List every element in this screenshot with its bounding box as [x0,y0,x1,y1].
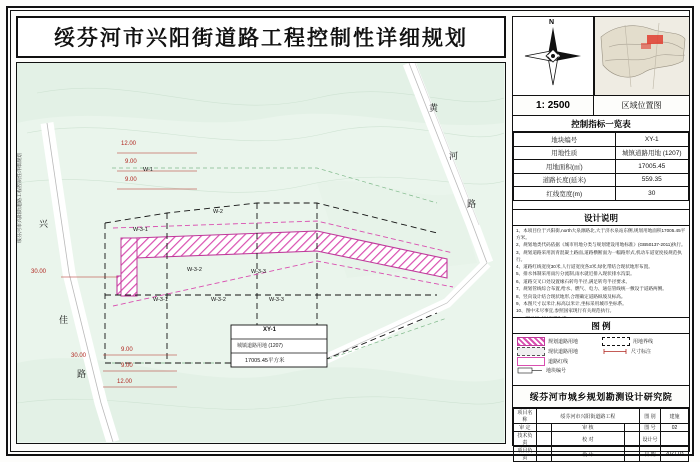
design-notes-title: 设计说明 [513,210,689,226]
field-key: 项目负责 [514,447,537,462]
field-value: 2021.03 [660,447,688,462]
legend-item [602,337,685,346]
note-item: 3、规划道路采用沥青混凝土路面,道路横断面为一幅路形式,机动车道宽度按规范执行。 [516,249,682,262]
dimension-label: 9.00 [121,347,133,353]
street-label-huanghe-2: 河 [449,151,459,161]
legend-label: 地块编号 [546,368,567,374]
dimension-label: 9.00 [125,177,137,183]
index-key: 地块编号 [514,133,616,147]
road-redline-swatch-icon [517,357,545,366]
note-item: 8、竖向设计结合现状地形,合理确定道路纵坡及标高。 [516,293,626,299]
legend-label: 现状道路用地 [548,349,579,355]
legend-item [517,337,600,346]
index-value: 17005.45 [615,160,689,174]
field-key: 技术负责 [514,432,537,447]
street-label-xingjia-1: 兴 [39,219,49,229]
table-row [514,424,689,432]
planned-road-swatch-icon [517,337,545,346]
field-key: 审 核 [551,424,624,432]
field-value [660,432,688,447]
legend-item [602,347,685,356]
page-title: 绥芬河市兴阳街道路工程控制性详细规划 [54,25,468,50]
compass-north-label: N [549,19,555,26]
callout-plot-id: XY-1 [263,327,277,333]
legend-item-empty [602,367,685,374]
dimension-label: 9.00 [121,363,133,369]
note-item: 2、规划地类代码依据《城市用地分类与规划建设用地标准》(GB50137-2011)执行。 [516,242,686,248]
callout-area: 17005.45平方米 [245,358,285,364]
field-value [536,432,551,447]
table-row [514,432,689,447]
dimension-swatch-icon [602,348,628,355]
index-value: XY-1 [615,133,689,147]
street-label-xingjia-2: 佳 [59,315,69,325]
legend-label: 尺寸标注 [631,349,652,355]
legend-grid [513,334,689,377]
design-notes-box [512,210,690,318]
table-row [514,187,689,201]
field-key: 设 计 [551,447,624,462]
field-key: 校 对 [551,432,624,447]
compass-rose-icon [513,17,593,95]
index-table-title: 控制指标一览表 [513,116,689,132]
index-key: 用地面积(㎡) [514,160,616,174]
legend-label: 用地界线 [633,339,654,345]
note-item: 9、本图尺寸以米计,标高以米计,坐标采用城市坐标系。 [516,300,627,306]
field-value [536,447,551,462]
location-map-graphic [595,17,689,95]
plot-label: W-3-3 [269,297,284,303]
organization-name: 绥芬河市城乡规划勘测设计研究院 [512,386,690,408]
field-key: 图 别 [639,409,660,424]
legend-item [517,367,600,374]
table-row [514,133,689,147]
map-canvas[interactable] [16,62,506,444]
note-item: 6、道路交叉口处设置缘石转弯半径,满足转弯半径要求。 [516,278,631,284]
index-value: 城镇道路用地 (1207) [615,146,689,160]
plot-label: W-3-1 [153,297,168,303]
plot-label: W-3-2 [187,267,202,273]
table-row [514,173,689,187]
field-key: 项目名称 [514,409,537,424]
field-key: 审 定 [514,424,537,432]
plot-label: W-3-2 [211,297,226,303]
street-label-xingjia-3: 路 [77,369,87,379]
table-row [514,146,689,160]
table-row [514,447,689,462]
table-row [514,160,689,174]
index-table [513,132,689,201]
index-table-box [512,116,690,210]
legend-item [517,357,600,366]
dimension-label: 30.00 [31,269,47,275]
field-value: 绥芬河市兴阳街道路工程 [536,409,639,424]
field-value: 建施 [660,409,688,424]
existing-road-swatch-icon [517,347,545,356]
plot-label: W-3-3 [251,269,266,275]
legend-label: 道路红线 [548,359,569,365]
title-block [512,408,690,461]
note-item: 7、规划管线综合布置,给水、燃气、电力、通信管线统一敷设于道路两侧。 [516,286,667,292]
dimension-label: 12.00 [121,141,137,147]
field-key: 图 号 [639,424,660,432]
map-drawing [17,63,504,442]
legend-label: 规划道路用地 [548,339,579,345]
legend-item-empty [602,357,685,366]
legend-item [517,347,600,356]
dimension-label: 30.00 [71,353,87,359]
index-key: 红线宽度(m) [514,187,616,201]
index-key: 用地性质 [514,146,616,160]
index-value: 559.35 [615,173,689,187]
index-value: 30 [615,187,689,201]
plot-label: W-1 [143,167,153,173]
plot-id-swatch-icon [517,367,543,374]
field-value [536,424,551,432]
legend-title: 图 例 [513,318,689,334]
plot-label: W-3-1 [133,227,148,233]
location-map[interactable] [594,16,690,96]
field-key: 日 期 [639,447,660,462]
field-value [624,432,639,447]
callout-land-use: 城镇道路用地 (1207) [237,343,283,349]
note-item: 4、道路红线宽度30米,人行道宽度各3米,绿化带结合现状地形布置。 [516,263,653,269]
legend-box [512,318,690,386]
compass-box [512,16,594,96]
street-label-huanghe-3: 路 [467,199,477,209]
field-value [624,447,639,462]
note-item: 1、本项目位于兴阳街,north大泉源路北,大于济水泉站东侧,规划用地面积17005.45平方米。 [516,228,686,240]
table-row [514,409,689,424]
plot-label: W-2 [213,209,223,215]
street-label-huanghe-1: 黄 [429,103,439,113]
location-map-caption: 区域位置图 [594,96,690,116]
index-key: 道路长度(延米) [514,173,616,187]
dimension-label: 12.00 [117,379,133,385]
note-item: 10、图中未尽事宜,参照国家现行有关规范执行。 [516,308,615,314]
note-item: 5、排水体制采用雨污分流制,雨水就近排入现状排水沟渠。 [516,271,635,277]
map-side-note: 绥芬河市兴阳街道路工程控制性详细规划 [17,152,23,243]
drawing-title-box [16,16,506,58]
field-value: 02 [660,424,688,432]
title-block-table [513,408,689,462]
boundary-swatch-icon [602,337,630,346]
field-key: 设计号 [639,432,660,447]
field-value [624,424,639,432]
dimension-label: 9.00 [125,159,137,165]
design-notes-body [513,226,689,325]
scale-label: 1: 2500 [512,96,594,116]
